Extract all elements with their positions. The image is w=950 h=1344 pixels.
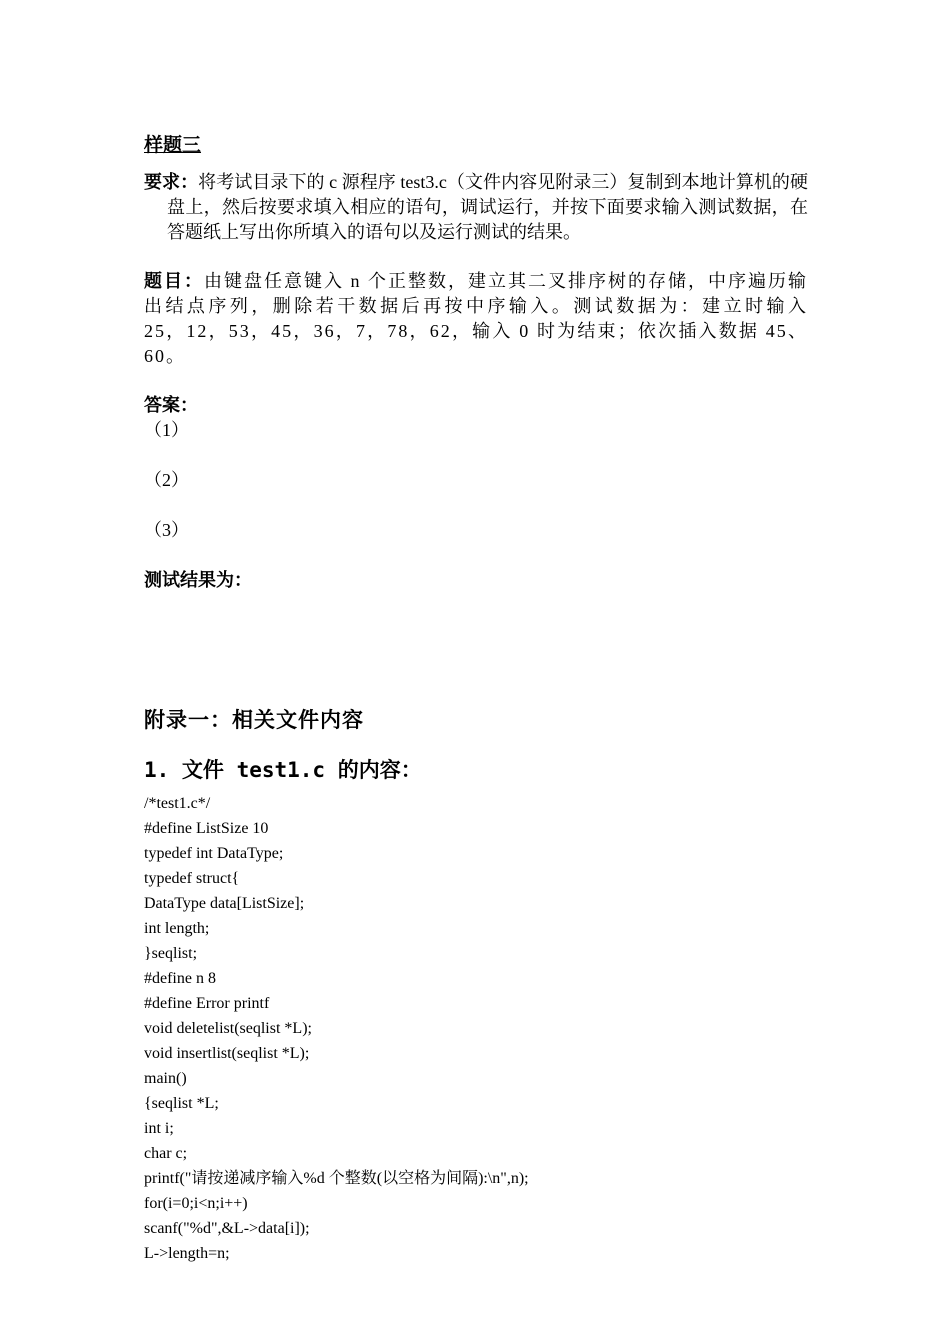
code-line: for(i=0;i<n;i++) xyxy=(144,1195,248,1212)
answer-item-1: （1） xyxy=(144,420,189,440)
document-content xyxy=(144,132,808,1266)
code-line: typedef struct{ xyxy=(144,870,240,887)
code-line: {seqlist *L; xyxy=(144,1095,219,1112)
code-line: /*test1.c*/ xyxy=(144,795,211,812)
code-line: #define Error printf xyxy=(144,995,270,1012)
code-line: int i; xyxy=(144,1120,174,1137)
code-line: void deletelist(seqlist *L); xyxy=(144,1020,312,1037)
code-line: #define n 8 xyxy=(144,970,216,987)
code-line: L->length=n; xyxy=(144,1245,230,1262)
test-result-label: 测试结果为： xyxy=(144,570,252,590)
problem-text: 由键盘任意键入 n 个正整数，建立其二叉排序树的存储，中序遍历输出结点序列，删除若干数据后再按中序输入。测试数据为：建立时输入 25，12，53，45，36，7，78，62，输入 0 时为结束；依次插入数据 45、60。 xyxy=(144,271,808,366)
section-title: 样题三 xyxy=(144,135,202,156)
file-title: 1. 文件 test1.c 的内容： xyxy=(144,758,422,782)
code-line: printf("请按递减序输入%d 个整数(以空格为间隔):\n",n); xyxy=(144,1170,529,1187)
requirement-label: 要求： xyxy=(144,172,199,192)
code-line: }seqlist; xyxy=(144,945,198,962)
code-line: void insertlist(seqlist *L); xyxy=(144,1045,310,1062)
requirement-text: 将考试目录下的 c 源程序 test3.c（文件内容见附录三）复制到本地计算机的硬盘上，然后按要求填入相应的语句，调试运行，并按下面要求输入测试数据，在答题纸上写出你所填入的语句以及运行测试的结果。 xyxy=(167,172,808,242)
code-listing xyxy=(144,791,808,1266)
code-line: char c; xyxy=(144,1145,188,1162)
answer-label: 答案： xyxy=(144,395,198,415)
requirement-paragraph xyxy=(144,170,808,245)
appendix-title: 附录一：相关文件内容 xyxy=(144,708,364,732)
code-line: scanf("%d",&L->data[i]); xyxy=(144,1220,310,1237)
problem-label: 题目： xyxy=(144,271,204,291)
problem-paragraph xyxy=(144,269,808,369)
code-line: main() xyxy=(144,1070,187,1087)
answer-item-2: （2） xyxy=(144,470,189,490)
code-line: int length; xyxy=(144,920,210,937)
code-line: typedef int DataType; xyxy=(144,845,284,862)
code-line: #define ListSize 10 xyxy=(144,820,269,837)
answer-item-3: （3） xyxy=(144,520,189,540)
code-line: DataType data[ListSize]; xyxy=(144,895,305,912)
